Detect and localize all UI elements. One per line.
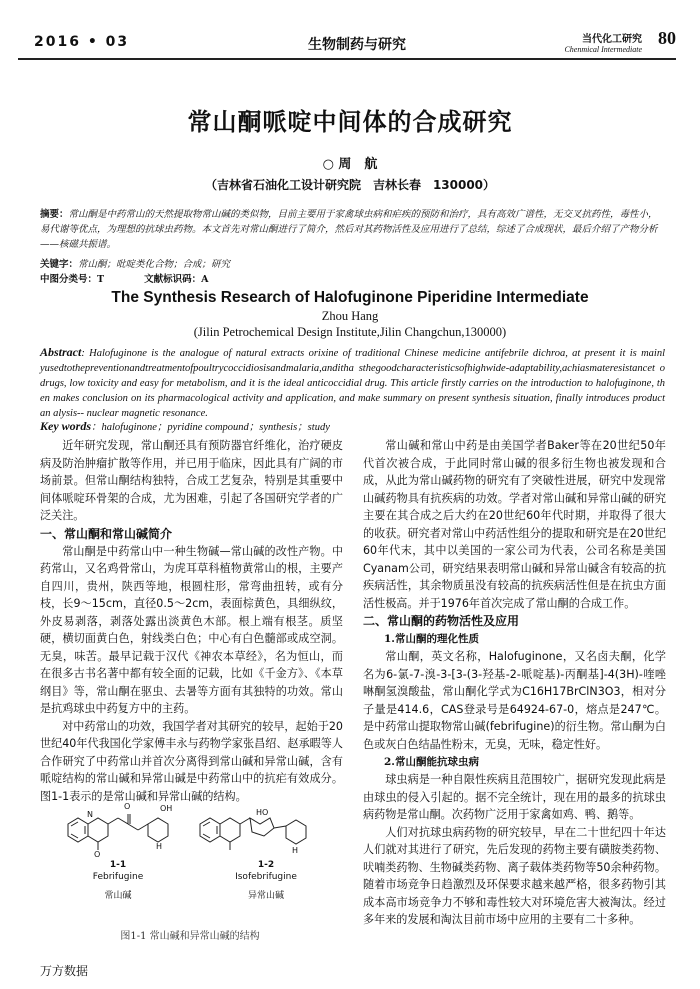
author-en: Zhou Hang [321, 309, 379, 323]
classification-zh [40, 271, 660, 285]
compound-2-name-zh: 异常山碱 [247, 891, 284, 901]
article-title-en: The Synthesis Research of Halofuginone Piperidine Intermediate [111, 289, 589, 306]
subsection-heading: 1.常山酮的理化性质 [384, 633, 479, 645]
atom-label-ho: HO [256, 808, 269, 817]
running-header [18, 28, 676, 58]
keywords-en-text: ：halofuginone；pyridine compound；synthesis；study [91, 422, 330, 433]
header-rule [18, 58, 676, 60]
author-zh: ○ 周 航 [322, 157, 378, 172]
atom-label-nh: H [292, 846, 299, 855]
clc-value: T [97, 274, 105, 285]
doc-code-value: A [201, 274, 209, 285]
compound-2-number: 1-2 [257, 860, 275, 870]
section-title: 生物制药与研究 [308, 37, 406, 53]
journal-name-en: Chenmical Intermediate [564, 45, 642, 54]
keywords-zh-label: 关键字： [40, 259, 79, 270]
figure-caption: 图1-1 常山碱和异常山碱的结构 [120, 931, 260, 942]
keywords-zh-text: 常山酮；吡啶类化合物；合成；研究 [78, 259, 231, 270]
paragraph: 常山酮是中药常山中一种生物碱—常山碱的改性产物。中药常山，又名鸡骨常山，为虎耳草科植物黄常山的根，主要产自四川，贵州，陕西等地，根圆柱形，常弯曲扭转，或有分枝，长9～15cm，直径0.5～2cm，表面棕黄色，具细纵纹，外皮易剥落，剥落处露出淡黄色木部。根上端有根茎。质坚硬，横切面黄白色，射线类白色；中心有白色髓部或成空洞。无臭，味苦。最早记载于汉代《神农本草经》，名为恒山，而在很多古书名著中都有较全面的记载，比如《千金方》、《本草纲目》等，常山酮在驱虫、去暑等方面有其独特的功效。常山是抗鸡球虫中药复方中的主药。 [40, 544, 343, 715]
keywords-zh [40, 256, 660, 270]
compound-1-number: 1-1 [109, 860, 127, 870]
figure-1-1 [60, 802, 330, 902]
page-number: 80 [658, 28, 676, 48]
paragraph: 常山碱和常山中药是由美国学者Baker等在20世纪50年代首次被合成，于此同时常山碱的很多衍生物也被发现和合成，从此为常山碱药物的研究有了突破性进展，研究中发现常山碱药物具有抗疾病的功效。学者对常山碱和异常山碱的研究主要在其合成之后大约在20世纪60年代时期，并取得了很大的收获。研究者对常山中药活性组分的提取和研究是在20世纪60年代末，其中以美国的一家公司为代表，公司名称是美国Cyanam公司，研究结果表明常山碱和异常山碱含有较高的抗疾病活性，其余物质虽没有较高的抗疾病活性但是在抗虫方面活性极高。并于1976年首次完成了常山酮的合成工作。 [363, 439, 666, 610]
subsection-heading: 2.常山酮能抗球虫病 [384, 756, 479, 768]
febrifugine-structure [68, 814, 168, 850]
doc-code-label: 文献标识码： [144, 274, 202, 285]
section-heading: 一、常山酮和常山碱简介 [40, 526, 173, 541]
paragraph: 人们对抗球虫病药物的研究较早，早在二十世纪四十年达人们就对其进行了研究，先后发现的药物主要有磺胺类药物、吠喃类药物、生物碱类药物、离子载体类药物等50余种药物。随着市场竞争日趋激烈及环保要求越来越严格，很多药物引其成本高市场竞争力不够和毒性较大对环境危害大被淘汰。经过多年来的发展和淘汰目前市场中应用的主要有二十多种。 [363, 825, 666, 926]
atom-label-nh: H [156, 842, 163, 851]
body-column-right [363, 437, 666, 929]
atom-label-oh: OH [160, 804, 173, 813]
journal-name: 当代化工研究 [582, 34, 642, 45]
affiliation-en: (Jilin Petrochemical Design Institute,Jilin Changchun,130000) [193, 325, 507, 339]
paragraph: 常山酮，英文名称，Halofuginone，又名卤夫酮，化学名为6-氯-7-溴-3-[3-(3-羟基-2-哌啶基)-丙酮基]-4(3H)-喹唑啉酮氢溴酸盐，常山酮化学式为C16H17BrClN3O3，相对分子量是414.6，CAS登录号是64924-67-0，熔点是247℃。是中药常山提取物常山碱(febrifugine)的衍生物。常山酮为白色或灰白色结晶性粉末，无臭，无味，稳定性好。 [363, 650, 666, 751]
keywords-en-label: Key words [40, 419, 91, 433]
abstract-en-label: Abstract [40, 345, 82, 359]
abstract-zh [40, 207, 660, 252]
abstract-en-text: : Halofuginone is the analogue of natural extracts orixine of traditional Chinese medicine antifebrile dichroa, at present it is mainl yusedtothepreventionandtreatmentofpoultrycoccidiosisandmalaria,anditha sthegoodcharacteristicsofhighwide-adaptability,achiasmateresistancet o drugs, low toxicity and easy for metabolism, and it is the ideal anticoccidial drug. This article firstly carries on the introduction to halofuginone, th en makes conclusion on its pharmacological activity and application, and make summary on present synthesis situation, finally introduces product an alysis-- nuclear magnetic resonance. [40, 348, 665, 419]
article-title-zh: 常山酮哌啶中间体的合成研究 [187, 108, 513, 136]
watermark: 万方数据 [40, 964, 89, 978]
affiliation-zh: （吉林省石油化工设计研究院 吉林长春 130000） [204, 178, 496, 192]
compound-1-name-zh: 常山碱 [104, 891, 132, 901]
abstract-zh-label: 摘要： [40, 209, 69, 220]
abstract-zh-text: 常山酮是中药常山的天然提取物常山碱的类似物，目前主要用于家禽球虫病和疟疾的预防和治疗，具有高效广谱性，无交叉抗药性，毒性小，易代谢等优点，为理想的抗球虫药物。本文首先对常山酮进行了简介，然后对其药物活性及应用进行了总结，综述了合成现状，最后介绍了产物分析——核磁共振谱。 [40, 209, 658, 250]
clc-label: 中图分类号： [40, 274, 98, 285]
issue-number: 2016 • 03 [34, 34, 130, 50]
journal-brand [564, 30, 642, 54]
paragraph: 对中药常山的功效，我国学者对其研究的较早，起始于20世纪40年代我国化学家傅丰永与药物学家张昌绍、赵承暇等人合作研究了中药常山并首次分离得到常山碱和异常山碱，含有哌啶结构的常山碱和异常山碱是中药常山中的抗疟有效成分。图1-1表示的是常山碱和异常山碱的结构。 [40, 719, 343, 803]
paragraph: 近年研究发现，常山酮还具有预防器官纤维化，治疗硬皮病及防治肿瘤扩散等作用，并已用于临床，因此具有广阔的市场前景。但常山酮结构独特，合成工艺复杂，特别是其重要中间体哌啶环骨架的合成，尤为困难，引起了各国研究学者的广泛关注。 [40, 439, 343, 522]
abstract-en [40, 345, 665, 421]
section-heading: 二、常山酮的药物活性及应用 [363, 614, 520, 628]
atom-label-o: O [124, 802, 131, 811]
keywords-en [40, 419, 665, 434]
compound-2-name: Isofebrifugine [235, 872, 297, 882]
isofebrifugine-structure [200, 818, 306, 850]
atom-label-o: O [94, 850, 101, 859]
atom-label-n: N [87, 810, 93, 819]
paragraph: 球虫病是一种自限性疾病且范围较广，据研究发现此病是由球虫的侵入引起的。据不完全统计，现在用的最多的抗球虫病药物是常山酮。次药物广泛用于家禽如鸡、鸭、鹅等。 [363, 773, 666, 821]
body-column-left [40, 437, 343, 805]
compound-1-name: Febrifugine [92, 872, 144, 882]
